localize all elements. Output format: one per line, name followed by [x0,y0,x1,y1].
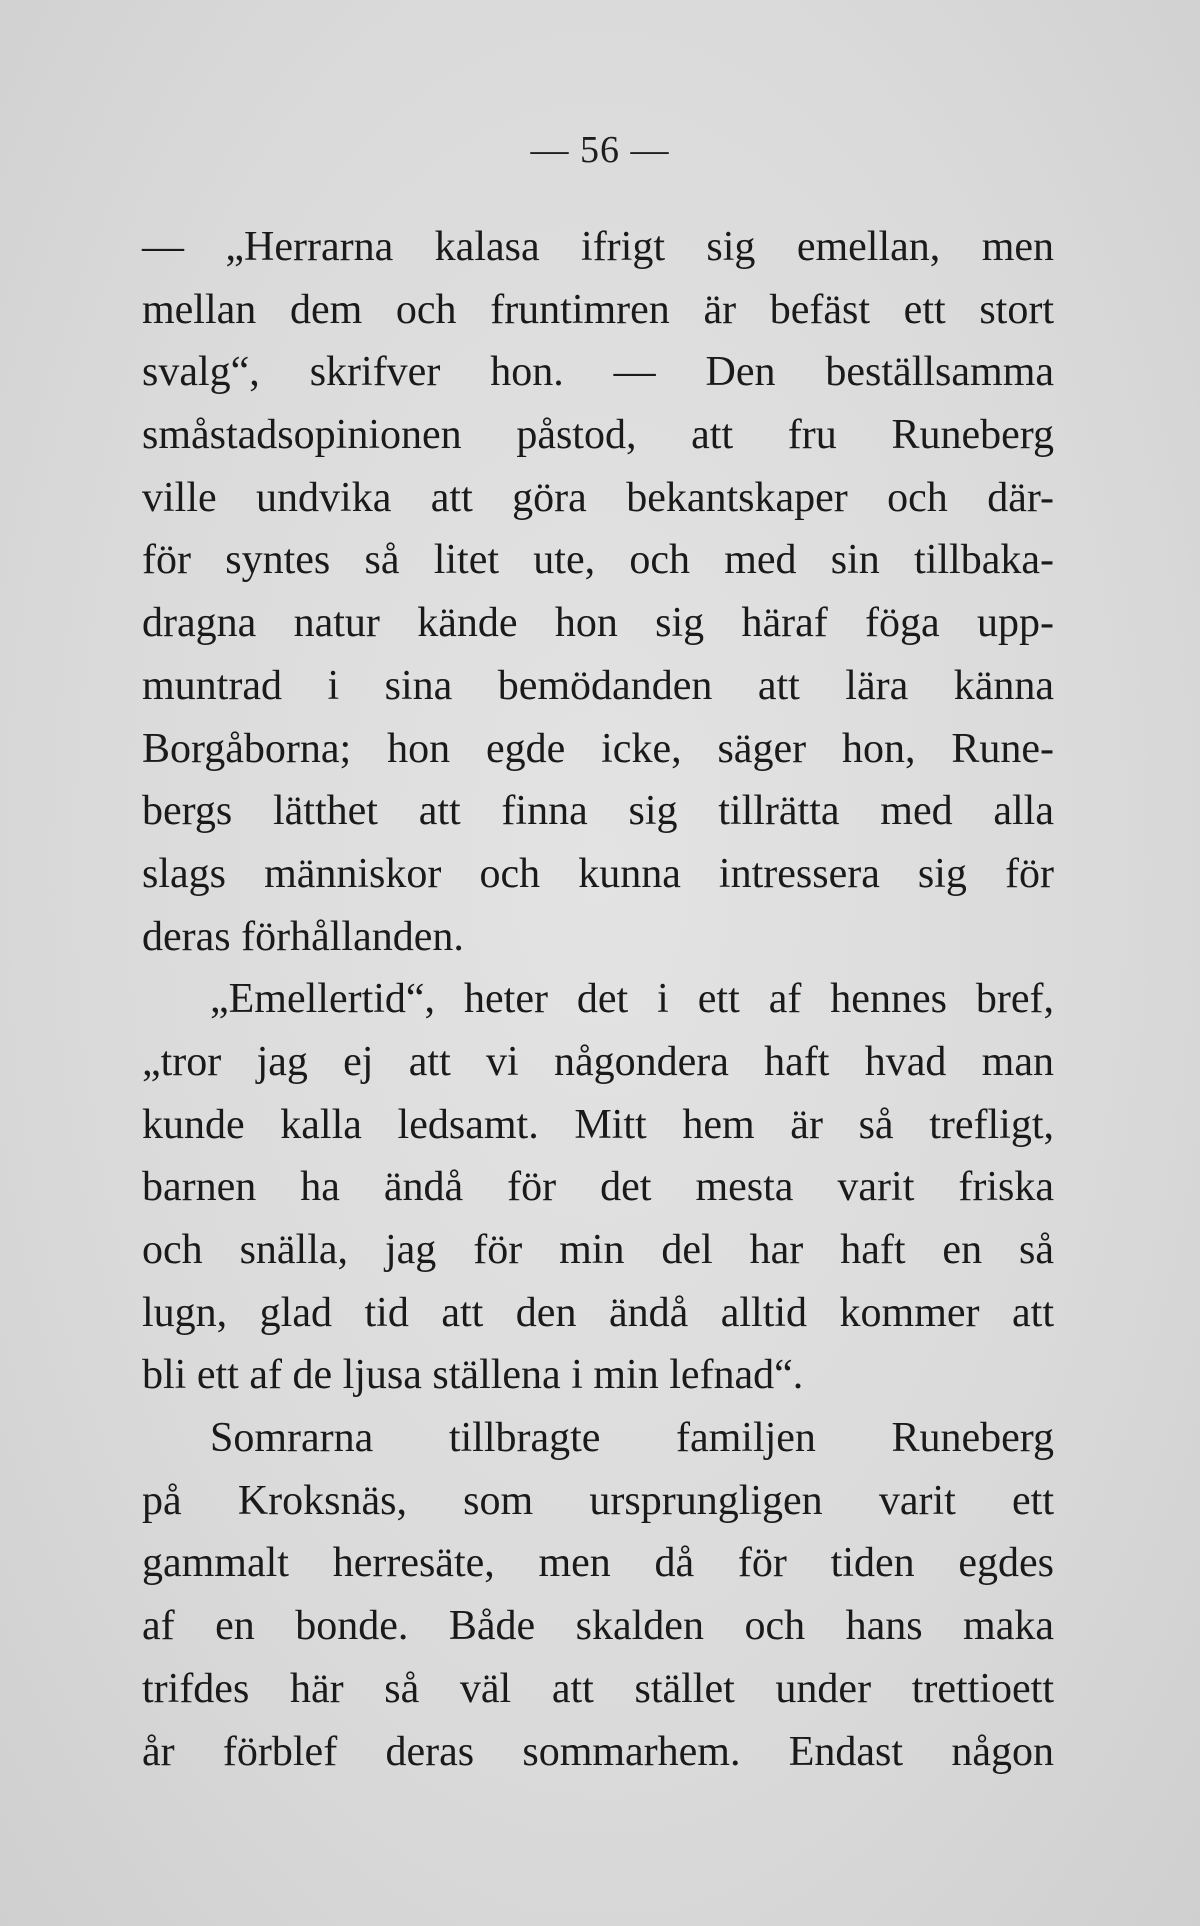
text-line: af en bonde. Både skalden och hans maka [142,1603,1054,1650]
text-line: dragna natur kände hon sig häraf föga upp- [142,600,1054,647]
text-line: bergs lätthet att finna sig tillrätta med alla [142,788,1054,835]
text-line: bli ett af de ljusa ställena i min lefnad“. [142,1352,804,1399]
text-line: för syntes så litet ute, och med sin tillbaka- [142,537,1054,584]
text-line: gammalt herresäte, men då för tiden egdes [142,1540,1054,1587]
text-line: muntrad i sina bemödanden att lära känna [142,662,1054,709]
text-line: lugn, glad tid att den ändå alltid kommer att [142,1289,1054,1336]
text-line: och snälla, jag för min del har haft en så [142,1227,1054,1273]
body-text [142,216,1054,1783]
text-line: svalg“, skrifver hon. — Den beställsamma [142,349,1054,396]
text-line: på Kroksnäs, som ursprungligen varit ett [142,1477,1054,1524]
page-number: — 56 — [530,129,670,171]
text-line: slags människor och kunna intressera sig för [142,850,1054,897]
text-line: trifdes här så väl att stället under trettioett [142,1665,1054,1712]
text-line: Somrarna tillbragte familjen Runeberg [210,1415,1054,1462]
text-line: år förblef deras sommarhem. Endast någon [142,1728,1054,1775]
text-line: ville undvika att göra bekantskaper och där- [142,474,1054,521]
text-line: Borgåborna; hon egde icke, säger hon, Rune- [142,725,1054,772]
text-line: mellan dem och fruntimren är befäst ett stort [142,286,1054,333]
text-line: deras förhållanden. [142,913,464,960]
text-line: — „Herrarna kalasa ifrigt sig emellan, men [142,224,1054,270]
text-line: „Emellertid“, heter det i ett af hennes bref, [210,976,1054,1023]
text-line: småstadsopinionen påstod, att fru Runeberg [142,412,1054,459]
text-line: barnen ha ändå för det mesta varit friska [142,1164,1054,1211]
text-line: kunde kalla ledsamt. Mitt hem är så trefligt, [142,1101,1054,1148]
text-line: „tror jag ej att vi någondera haft hvad man [142,1038,1054,1085]
